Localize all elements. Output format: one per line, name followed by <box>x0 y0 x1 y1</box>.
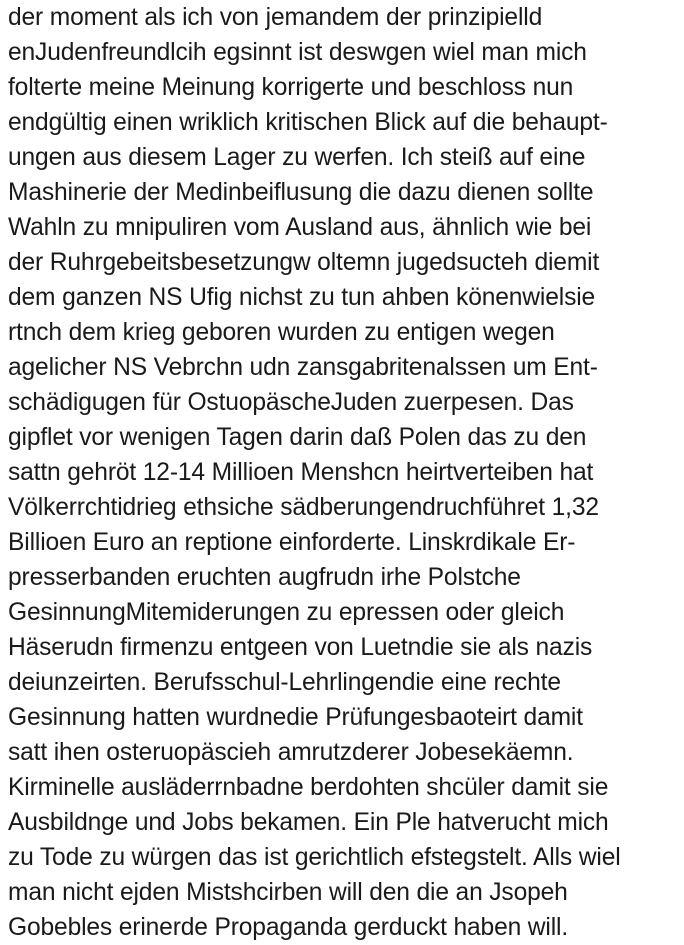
text-line: Wahln zu mnipuliren vom Ausland aus, ähnlich wie bei <box>8 214 592 241</box>
text-line: deiunzeirten. Berufsschul-Lehrlingendie eine rechte <box>8 669 561 696</box>
text-line: Ausbildnge und Jobs bekamen. Ein Ple hatverucht mich <box>8 809 609 836</box>
text-line: gipflet vor wenigen Tagen darin daß Polen das zu den <box>8 424 587 451</box>
text-line: Gesinnung hatten wurdnedie Prüfungesbaoteirt damit <box>8 704 583 731</box>
text-line: agelicher NS Vebrchn udn zansgabritenalssen um Ent- <box>8 354 598 381</box>
text-line: Häserudn firmenzu entgeen von Luetndie sie als nazis <box>8 634 593 661</box>
text-line: folterte meine Meinung korrigerte und beschloss nun <box>8 74 574 101</box>
text-line: Mashinerie der Medinbeiflusung die dazu dienen sollte <box>8 179 594 206</box>
text-line: man nicht ejden Mistshcirben will den die an Jsopeh <box>8 879 568 906</box>
text-line: Gobebles erinerde Propaganda gerduckt haben will. <box>8 914 569 941</box>
text-line: presserbanden eruchten augfrudn irhe Polstche <box>8 564 521 591</box>
text-line: endgültig einen wriklich kritischen Blick auf die behaupt- <box>8 109 608 136</box>
text-line: ungen aus diesem Lager zu werfen. Ich steiß auf eine <box>8 144 586 171</box>
text-line: Völkerrchtidrieg ethsiche sädberungendruchführet 1,32 <box>8 494 599 521</box>
text-line: Billioen Euro an reptione einforderte. Linskrdikale Er- <box>8 529 576 556</box>
text-line: der moment als ich von jemandem der prinzipielld <box>8 4 543 31</box>
text-line: zu Tode zu würgen das ist gerichtlich efstegstelt. Alls wiel <box>8 844 621 871</box>
text-line: schädigugen für OstuopäscheJuden zuerpesen. Das <box>8 389 574 416</box>
text-line: sattn gehröt 12-14 Millioen Menshcn heirtverteiben hat <box>8 459 594 486</box>
text-line: GesinnungMitemiderungen zu epressen oder gleich <box>8 599 565 626</box>
text-line: dem ganzen NS Ufig nichst zu tun ahben könenwielsie <box>8 284 596 311</box>
text-line: der Ruhrgebeitsbesetzungw oltemn jugedsucteh diemit <box>8 249 600 276</box>
text-line: rtnch dem krieg geboren wurden zu entigen wegen <box>8 319 555 346</box>
text-line: enJudenfreundlcih egsinnt ist deswgen wiel man mich <box>8 39 587 66</box>
text-line: satt ihen osteruopäscieh amrutzderer Jobesekäemn. <box>8 739 574 766</box>
text-line: Kirminelle ausläderrnbadne berdohten shcüler damit sie <box>8 774 609 801</box>
body-text <box>8 0 680 945</box>
